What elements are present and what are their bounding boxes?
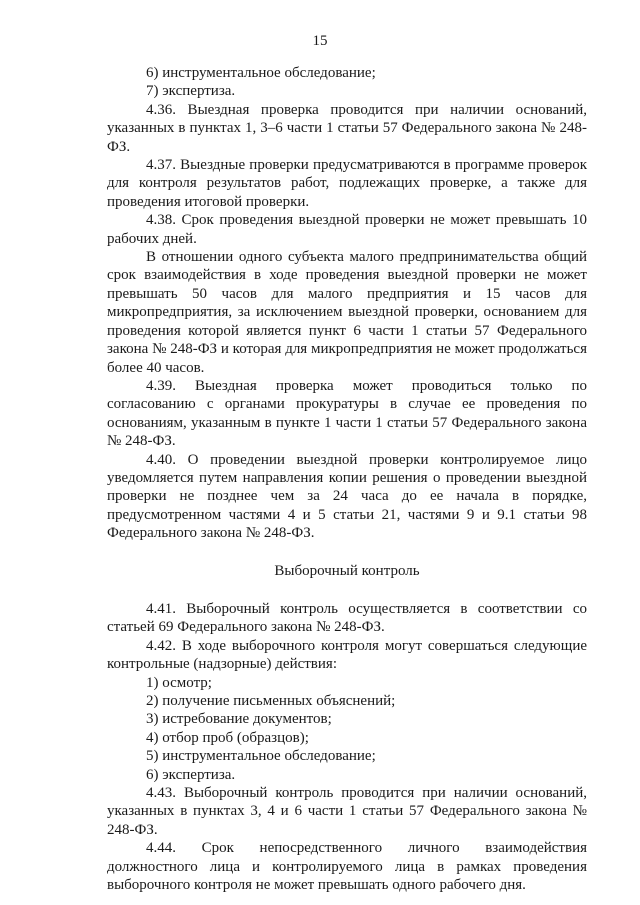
section-heading: Выборочный контроль (274, 562, 420, 579)
paragraph-4-42: 4.42. В ходе выборочного контроля могут совершаться следующие контрольные (надзорные) действия: (107, 637, 587, 673)
list-item: 3) истребование документов; (146, 711, 332, 728)
paragraph-4-36: 4.36. Выездная проверка проводится при наличии оснований, указанных в пунктах 1, 3–6 части 1 статьи 57 Федерального закона № 248-ФЗ. (107, 101, 587, 155)
paragraph-small-business: В отношении одного субъекта малого предпринимательства общий срок взаимодействия в ходе проведения выездной проверки не может превышать 50 часов для малого предприятия и 15 часов для микропредприятия, за исключением выездной проверки, основанием для проведения которой является пункт 6 части 1 статьи 57 Федерального закона № 248-ФЗ и которая для микропредприятия не может продолжаться более 40 часов. (107, 249, 587, 376)
list-item: 4) отбор проб (образцов); (146, 729, 309, 746)
page-number: 15 (312, 33, 328, 49)
paragraph-4-37: 4.37. Выездные проверки предусматриваются в программе проверок для контроля результатов работ, подлежащих проверке, а также для проведения итоговой проверки. (107, 157, 587, 210)
paragraph-4-40: 4.40. О проведении выездной проверки контролируемое лицо уведомляется путем направления копии решения о проведении выездной проверки не позднее чем за 24 часа до ее начала в порядке, предусмотренном частями 4 и 5 статьи 21, частями 9 и 9.1 статьи 98 Федерального закона № 248-ФЗ. (107, 451, 587, 542)
list-item: 6) инструментальное обследование; (146, 65, 376, 81)
list-item: 2) получение письменных объяснений; (146, 693, 396, 709)
paragraph-4-43: 4.43. Выборочный контроль проводится при наличии оснований, указанных в пунктах 3, 4 и 6 части 1 статьи 57 Федерального закона № 248-ФЗ. (107, 785, 587, 838)
paragraph-4-38: 4.38. Срок проведения выездной проверки не может превышать 10 рабочих дней. (107, 212, 587, 247)
list-item: 5) инструментальное обследование; (146, 748, 376, 765)
list-item: 1) осмотр; (146, 674, 212, 691)
paragraph-4-41: 4.41. Выборочный контроль осуществляется в соответствии со статьей 69 Федерального закона № 248-ФЗ. (107, 600, 587, 636)
paragraph-4-44: 4.44. Срок непосредственного личного взаимодействия должностного лица и контролируемого лица в рамках проведения выборочного контроля не может превышать одного рабочего дня. (107, 840, 587, 894)
list-item: 6) экспертиза. (146, 766, 236, 783)
paragraph-4-39: 4.39. Выездная проверка может проводиться только по согласованию с органами прокуратуры в случае ее проведения по основаниям, указанным в пункте 1 части 1 статьи 57 Федерального закона № 248-ФЗ. (107, 377, 587, 450)
list-item: 7) экспертиза. (146, 83, 236, 100)
document-body (107, 64, 587, 894)
